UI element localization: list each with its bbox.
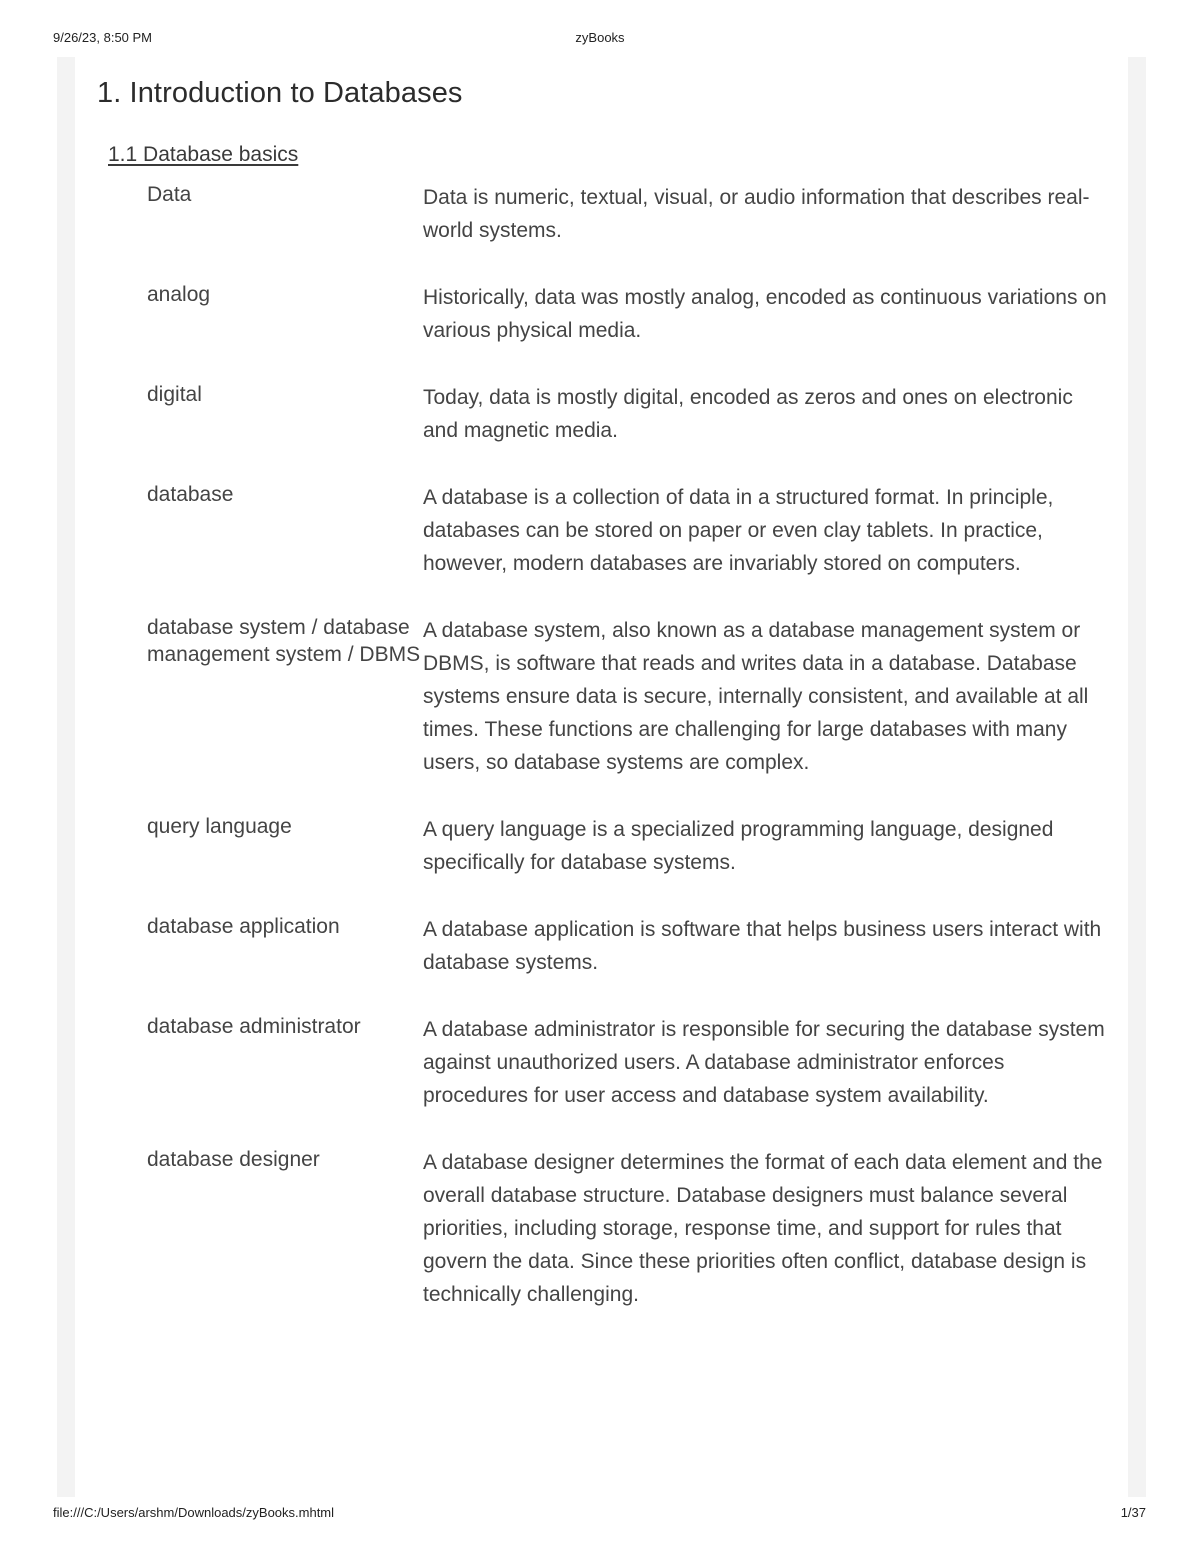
print-page-number: 1/37 xyxy=(1120,1505,1146,1520)
term-definition: Data is numeric, textual, visual, or audio information that describes real-world systems. xyxy=(423,186,1090,242)
print-header xyxy=(0,30,1200,50)
print-file-path: file:///C:/Users/arshm/Downloads/zyBooks.mhtml xyxy=(53,1505,335,1520)
term-definition: A database is a collection of data in a structured format. In principle, databases can be stored on paper or even clay tablets. In practice, however, modern databases are invariably stored on computers. xyxy=(423,486,1054,575)
term-label: database administrator xyxy=(147,1015,361,1038)
term-label: Data xyxy=(147,183,192,206)
term-definition: Historically, data was mostly analog, encoded as continuous variations on various physical media. xyxy=(423,286,1107,342)
page-frame xyxy=(57,57,1146,1497)
term-definition: A database application is software that helps business users interact with database systems. xyxy=(423,918,1102,974)
term-row xyxy=(147,381,1107,447)
chapter-title: 1. Introduction to Databases xyxy=(97,77,463,109)
term-row xyxy=(147,281,1107,347)
term-definition: A query language is a specialized programming language, designed specifically for database systems. xyxy=(423,818,1054,874)
term-label: analog xyxy=(147,283,211,306)
term-row xyxy=(147,1146,1107,1311)
print-datetime: 9/26/23, 8:50 PM xyxy=(53,30,153,45)
print-site-title: zyBooks xyxy=(575,30,625,45)
term-row xyxy=(147,481,1107,580)
term-definition: Today, data is mostly digital, encoded as zeros and ones on electronic and magnetic media. xyxy=(423,386,1073,442)
term-row xyxy=(147,614,1107,779)
term-definition: A database designer determines the format of each data element and the overall database structure. Database designers must balance several priorities, including storage, response time, and support for rules that govern the data. Since these priorities often conflict, database design is technically challenging. xyxy=(423,1151,1103,1306)
term-definition: A database administrator is responsible for securing the database system against unauthorized users. A database administrator enforces procedures for user access and database system availability. xyxy=(423,1018,1105,1107)
term-label: database system / database management system / DBMS xyxy=(147,616,421,666)
term-definition-list xyxy=(147,181,1107,1345)
section-link-database-basics[interactable]: 1.1 Database basics xyxy=(108,143,299,166)
term-row xyxy=(147,913,1107,979)
term-label: database application xyxy=(147,915,340,938)
page-content xyxy=(75,57,1128,1497)
term-label: database xyxy=(147,483,234,506)
term-definition: A database system, also known as a database management system or DBMS, is software that reads and writes data in a database. Database systems ensure data is secure, internally consistent, and available at all times. These functions are challenging for large databases with many users, so database systems are complex. xyxy=(423,619,1089,774)
term-label: query language xyxy=(147,815,292,838)
term-label: database designer xyxy=(147,1148,320,1171)
term-row xyxy=(147,1013,1107,1112)
term-label: digital xyxy=(147,383,202,406)
print-footer xyxy=(0,1505,1200,1525)
term-row xyxy=(147,181,1107,247)
term-row xyxy=(147,813,1107,879)
